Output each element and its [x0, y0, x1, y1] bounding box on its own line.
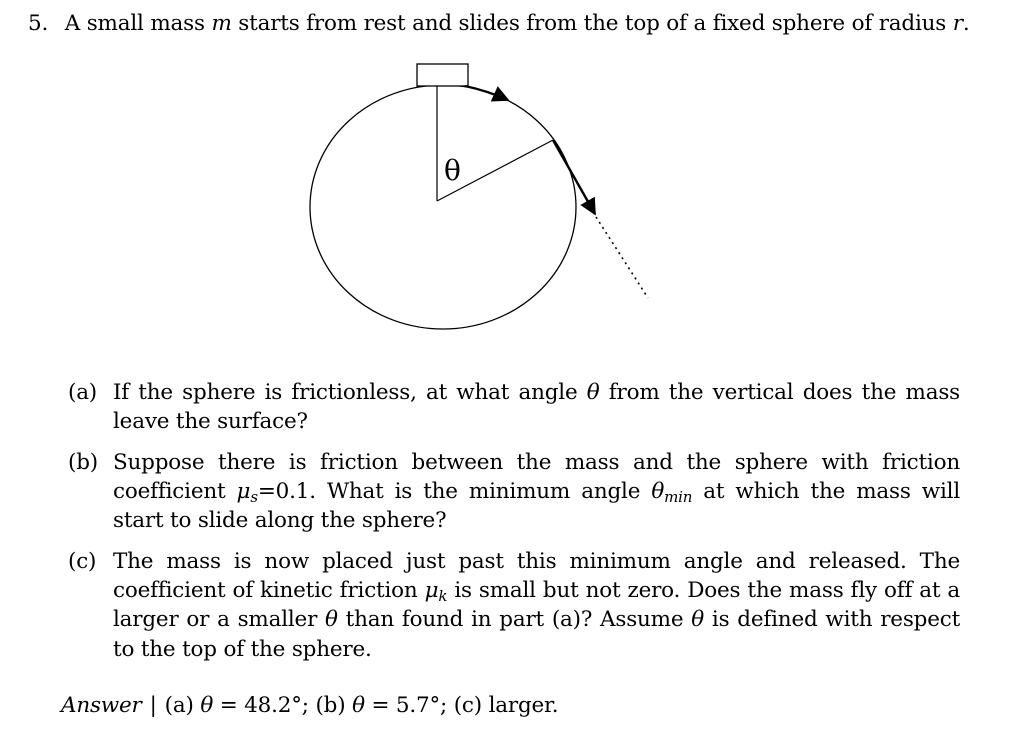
statement-text-2: starts from rest and slides from the top of a fixed sphere of radius	[238, 11, 947, 36]
part-c-text-3: than found in part (a)? Assume	[345, 607, 684, 633]
mass-block	[417, 64, 468, 86]
part-c-text-2: is small but not zero. Does the mass fly off at a larger or a smaller	[113, 578, 960, 633]
part-b-text-3: at which the mass will start to slide along the sphere?	[113, 479, 961, 534]
sphere-outline	[310, 85, 576, 329]
part-a-text-2: from the vertical does the mass leave the surface?	[113, 380, 960, 435]
part-a-text-1: If the sphere is frictionless, at what angle	[113, 380, 578, 405]
theta-symbol: θ	[586, 380, 600, 405]
part-c-text-4: is defined with respect to the top of the sphere.	[113, 607, 961, 662]
mu-subscript: k	[438, 587, 448, 606]
part-c-text-1: The mass is now placed just past this minimum angle and released. The coefficient of kinetic friction	[113, 549, 960, 604]
answer-b-theta: θ	[352, 693, 365, 718]
answer-separator: |	[149, 693, 157, 718]
part-b	[68, 448, 960, 536]
problem-number: 5.	[28, 11, 49, 36]
statement-text-1: A small mass	[64, 11, 205, 36]
theta-symbol: θ	[691, 607, 705, 633]
part-c-text	[113, 547, 960, 664]
theta-symbol: θ	[651, 479, 665, 505]
tangent-arrow	[553, 140, 595, 214]
answer-a-theta: θ	[200, 693, 214, 718]
answer-line	[61, 691, 558, 721]
mass-symbol: m	[211, 11, 232, 36]
radius-symbol: r	[952, 11, 963, 36]
theta-symbol: θ	[325, 607, 338, 633]
part-b-label: (b)	[68, 450, 98, 475]
trajectory-dotted-line	[596, 217, 648, 298]
part-a-label: (a)	[68, 380, 97, 405]
answer-b-prefix: (b)	[315, 693, 346, 718]
part-a-text	[113, 378, 960, 436]
part-b-text-2: =0.1. What is the minimum angle	[257, 479, 641, 505]
mu-symbol: μ	[236, 479, 251, 505]
answer-a-value: = 48.2°;	[219, 693, 309, 718]
theta-angle-label: θ	[444, 154, 461, 187]
part-b-text	[113, 448, 960, 536]
part-a	[68, 378, 960, 436]
answer-b-value: = 5.7°;	[371, 693, 448, 718]
mu-subscript: s	[250, 488, 258, 507]
theta-subscript: min	[664, 488, 693, 507]
answer-a-prefix: (a)	[164, 693, 194, 718]
answer-c-text: (c) larger.	[453, 693, 559, 718]
sphere-diagram	[0, 0, 1024, 340]
statement-period: .	[962, 11, 970, 36]
part-c-label: (c)	[68, 549, 97, 574]
part-c	[68, 547, 960, 664]
answer-label: Answer	[61, 693, 142, 718]
sliding-arrow	[465, 86, 508, 100]
part-b-text-1: Suppose there is friction between the mass and the sphere with friction coefficient	[113, 450, 960, 505]
mu-symbol: μ	[424, 578, 439, 604]
